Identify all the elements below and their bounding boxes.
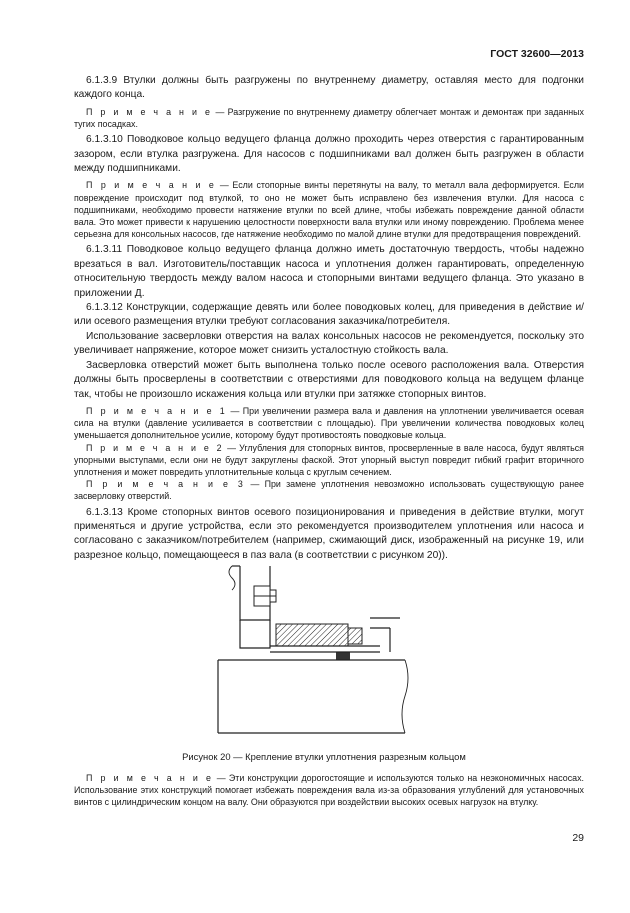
note-label: П р и м е ч а н и е: [86, 180, 217, 191]
note-label: П р и м е ч а н и е 1: [86, 405, 228, 416]
note-label: П р и м е ч а н и е 3: [86, 479, 246, 490]
note-text: — Разгружение по внутреннему диаметру облегчает монтаж и демонтаж при заданных тугих посадках.: [74, 106, 584, 130]
note-1: [74, 405, 584, 442]
split-ring: [336, 652, 350, 660]
paragraph: Использование засверловки отверстия на валах консольных насосов не рекомендуется, поскольку это увеличивает напряжение, которое может снизить усталостную стойкость вала.: [74, 330, 584, 357]
paragraph-6-1-3-11: 6.1.3.11 Поводковое кольцо ведущего фланца должно иметь достаточную твердость, чтобы надежно врезаться в вал. Изготовитель/поставщик насоса и уплотнения должен гарантировать, определенную относительную твердость между валом насоса и стопорными винтами ведущего фланца. Это указано в приложении Д.: [74, 244, 584, 299]
final-note: [74, 772, 584, 809]
note-text: — Если стопорные винты перетянуты на валу, то металл вала деформируется. Если повреждение происходит под втулкой, то оно не может быть исправлено без извлечения втулки. Для насоса с подшипниками, необходимо провести натяжение втулки по всей длине, чтобы избежать повреждение данной области вала. Это может привести к нарушению целостности поверхности вала втулки или иному повреждению. Проблема менее серьезна для консольных насосов, где натяжение необходимо по малой длине втулки для предотвращения повреждений.: [74, 180, 585, 240]
text-block: [74, 74, 584, 563]
paragraph-6-1-3-13: 6.1.3.13 Кроме стопорных винтов осевого позиционирования и приведения в действие втулки, могут применяться и другие устройства, если это рекомендуется производителем уплотнения или насоса и согласовано с заказчиком/потребителем (например, сжимающий диск, изображенный на рисунке 19, или разрезное кольцо, помещающееся в паз вала (в соответствии с рисунком 20)).: [74, 506, 584, 561]
note-text: — При увеличении размера вала и давления на уплотнении увеличивается осевая сила на втулки (давление усиливается в соответствии с площадью). При увеличении количества поводковых колец уменьшается дополнительное усилие, которому будут противостоять поводковые кольца.: [74, 405, 584, 441]
note-text: — При замене уплотнения невозможно использовать существующую ранее засверловку отверстий.: [74, 479, 584, 502]
paragraph-6-1-3-10: 6.1.3.10 Поводковое кольцо ведущего фланца должно проходить через отверстия с гарантированным зазором, если втулка разгружена. Для насосов с подшипниками вал должен быть разгружен в области между подшипниками.: [74, 134, 584, 175]
figure-20-drawing: [200, 558, 420, 743]
page-number: 29: [572, 832, 584, 844]
figure-caption: Рисунок 20 — Крепление втулки уплотнения разрезным кольцом: [182, 751, 466, 762]
paragraph-6-1-3-9: 6.1.3.9 Втулки должны быть разгружены по внутреннему диаметру, оставляя место для подгонки каждого конца.: [74, 75, 584, 101]
note-label: П р и м е ч а н и е: [86, 106, 213, 117]
note-label: П р и м е ч а н и е 2: [86, 442, 224, 453]
note-text: — Углубления для стопорных винтов, просверленные в вале насоса, будут являться упорными выступами, если они не будут закруглены фаской. Этот упорный выступ повредит гибкий графит вторичного уплотнения и может повредить уплотнительные кольца с круглым сечением.: [74, 442, 584, 477]
note-2: [74, 442, 584, 479]
note-3: [74, 478, 584, 502]
note: [74, 106, 584, 130]
note-label: П р и м е ч а н и е: [86, 773, 214, 783]
seal-ring: [348, 628, 362, 644]
shaft: [218, 660, 405, 733]
bolt: [254, 586, 276, 606]
final-note-block: [74, 772, 584, 809]
gland-hatched: [276, 624, 348, 646]
housing-outline: [232, 566, 270, 648]
document-header: ГОСТ 32600—2013: [490, 48, 584, 60]
note: [74, 179, 584, 240]
note-text: — Эти конструкции дорогостоящие и используются только на неэкономичных насосах. Использование этих конструкций помогает избежать повреждения вала из-за образования углублений для установочных винтов с цилиндрическим концом на валу. Они образуются при воздействии высоких осевых нагрузок на втулку.: [74, 773, 584, 808]
paragraph-6-1-3-12: 6.1.3.12 Конструкции, содержащие девять или более поводковых колец, для приведения в действие и/или осевого размещения втулки требуют согласования заказчика/потребителя.: [74, 302, 584, 328]
paragraph: Засверловка отверстий может быть выполнена только после осевого расположения вала. Отверстия должны быть просверлены в соответствии с отверстиями для поводкового кольца на ведущем фланце так, чтобы не произошло искажения кольца или втулки при затяжке стопорных винтов.: [74, 359, 584, 400]
